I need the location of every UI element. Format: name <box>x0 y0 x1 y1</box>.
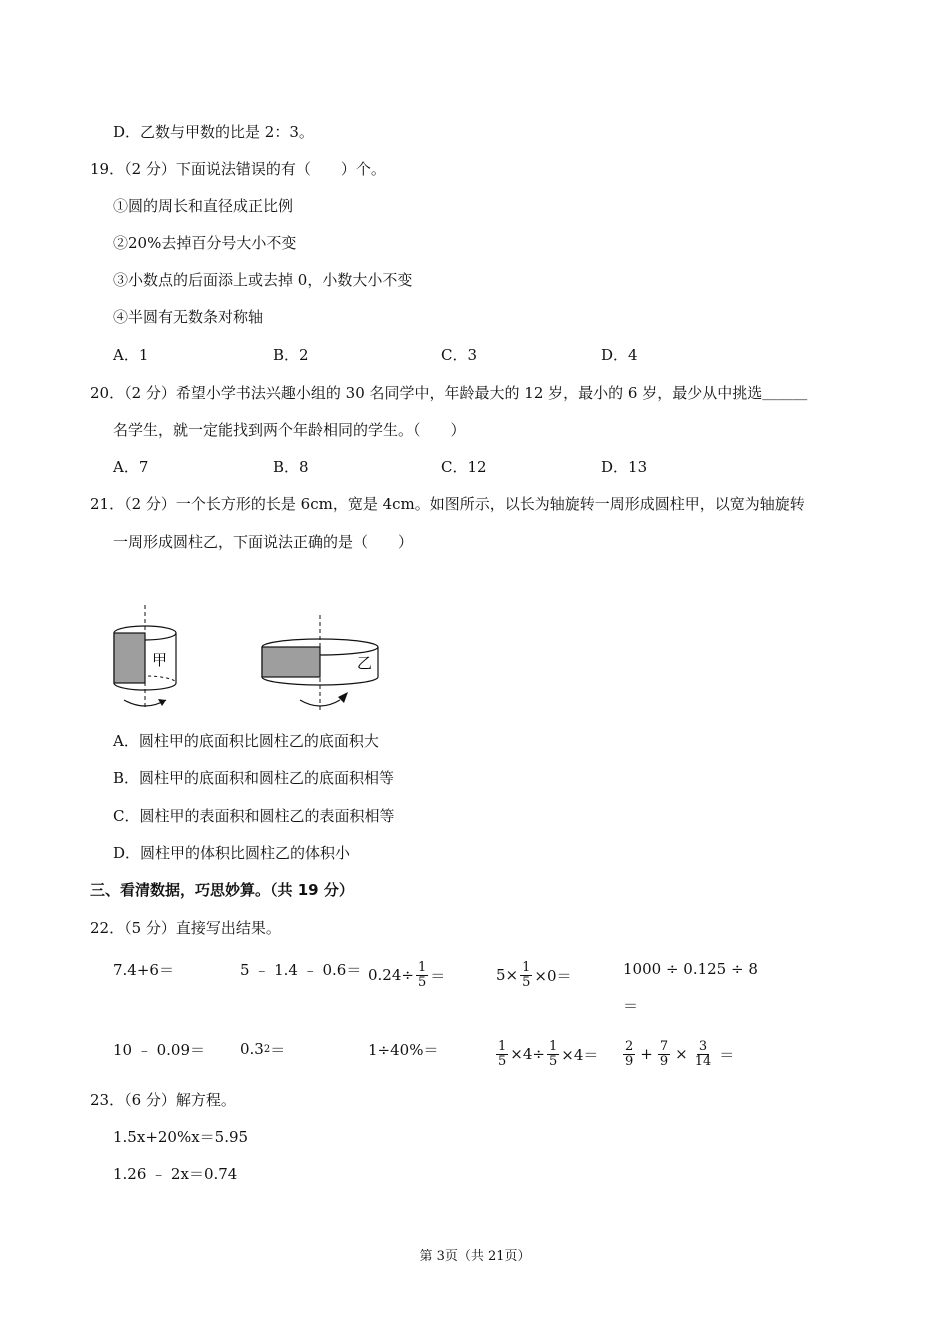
q22-r2c5: $\frac{2}{9}$ + $\frac{7}{9}$ × $\frac{3}{14}$ ＝ <box>625 1038 735 1069</box>
q21-stem-line2: 一周形成圆柱乙，下面说法正确的是（ ） <box>113 533 414 551</box>
q22-r1c5-line1: 1000 ÷ 0.125 ÷ 8 <box>623 960 758 978</box>
q22-r2c2: 0.3 2 ＝ <box>240 1040 286 1059</box>
q21-option-b: B．圆柱甲的底面积和圆柱乙的底面积相等 <box>113 769 395 787</box>
q21-option-a: A．圆柱甲的底面积比圆柱乙的底面积大 <box>113 732 379 750</box>
q19-option-d: D．4 <box>601 346 638 364</box>
label-yi: 乙 <box>357 654 373 672</box>
q22-r2c4: $\frac{1}{5}$ ×4÷ $\frac{1}{5}$ ×4＝ <box>498 1038 599 1069</box>
q22-r1c5-line2: ＝ <box>623 996 639 1015</box>
q19-statement-4: ④半圆有无数条对称轴 <box>113 308 264 326</box>
q20-stem-line2: 名学生，就一定能找到两个年龄相同的学生。（ ） <box>113 421 466 439</box>
q19-statement-1: ①圆的周长和直径成正比例 <box>113 197 294 215</box>
q22-r1c1: 7.4+6＝ <box>113 960 174 979</box>
section3-title: 三、看清数据，巧思妙算。（共 19 分） <box>90 881 354 899</box>
q20-option-a: A．7 <box>113 458 149 476</box>
q21-option-d: D．圆柱甲的体积比圆柱乙的体积小 <box>113 844 351 862</box>
page-footer: 第 3页（共 21页） <box>419 1249 531 1264</box>
q23-stem: 23．（6 分）解方程。 <box>90 1091 236 1109</box>
q19-option-c: C．3 <box>441 346 478 364</box>
q19-stem: 19．（2 分）下面说法错误的有（ ）个。 <box>90 160 386 178</box>
q18-option-d: D．乙数与甲数的比是 2：3。 <box>113 123 314 141</box>
q23-equation-1: 1.5x+20%x＝5.95 <box>113 1128 249 1146</box>
q20-option-d: D．13 <box>601 458 648 476</box>
q20-stem-line1: 20．（2 分）希望小学书法兴趣小组的 30 名同学中，年龄最大的 12 岁，最小的 6 岁，最少从中挑选＿＿＿ <box>90 384 808 402</box>
q22-r1c4: 5× $\frac{1}{5}$ ×0＝ <box>496 959 572 990</box>
q21-stem-line1: 21．（2 分）一个长方形的长是 6cm，宽是 4cm。如图所示，以长为轴旋转一周形成圆柱甲，以宽为轴旋转 <box>90 495 805 513</box>
q23-equation-2: 1.26 ﹣ 2x＝0.74 <box>113 1165 238 1183</box>
q19-statement-2: ②20%去掉百分号大小不变 <box>113 234 297 252</box>
q22-r2c3: 1÷40%＝ <box>368 1040 439 1059</box>
q22-r1c3: 0.24÷ $\frac{1}{5}$ ＝ <box>368 959 446 990</box>
q19-option-a: A．1 <box>113 346 149 364</box>
q19-statement-3: ③小数点的后面添上或去掉 0，小数大小不变 <box>113 271 413 289</box>
q21-option-c: C．圆柱甲的表面积和圆柱乙的表面积相等 <box>113 807 395 825</box>
q22-r2c1: 10 ﹣ 0.09＝ <box>113 1040 206 1059</box>
q22-stem: 22．（5 分）直接写出结果。 <box>90 919 281 937</box>
q20-option-b: B．8 <box>273 458 309 476</box>
q19-option-b: B．2 <box>273 346 309 364</box>
q20-option-c: C．12 <box>441 458 487 476</box>
q21-cylinder-figure <box>100 600 400 720</box>
q22-r1c2: 5 ﹣ 1.4 ﹣ 0.6＝ <box>240 960 362 979</box>
label-jia: 甲 <box>152 651 168 669</box>
